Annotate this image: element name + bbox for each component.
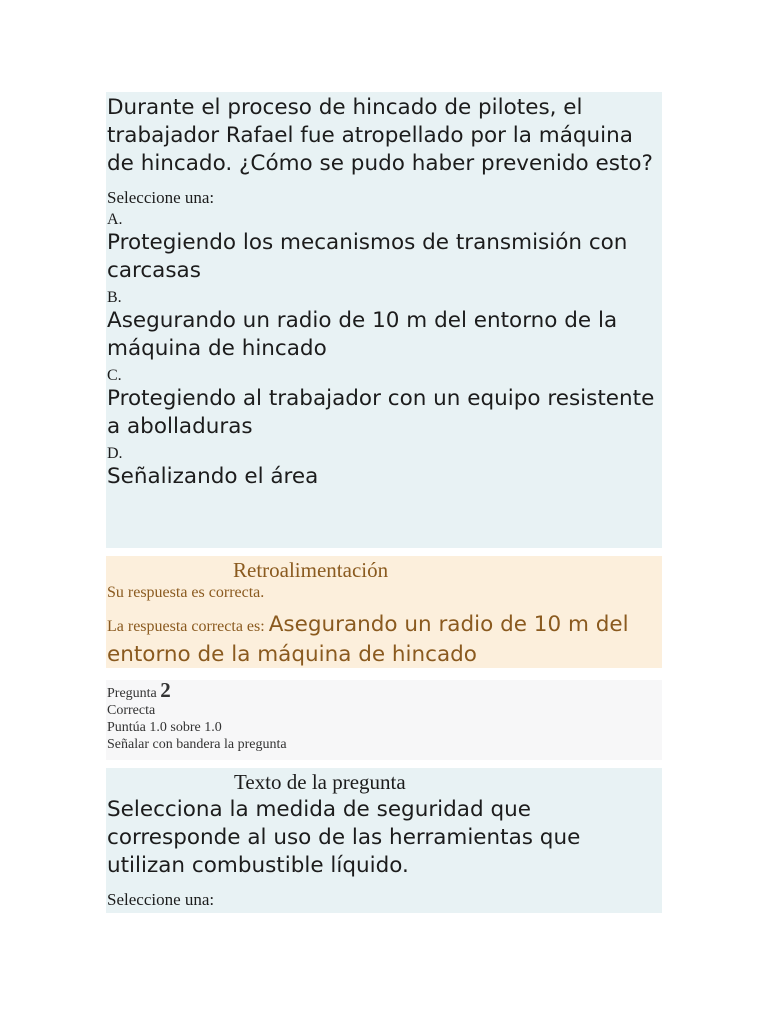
correct-answer-text: Asegurando un radio de 10 m del entorno de la máquina de hincado [107, 612, 629, 667]
feedback-panel [106, 556, 662, 668]
question-status: Correcta [107, 703, 156, 718]
option-text[interactable]: Protegiendo los mecanismos de transmisión con carcasas [107, 230, 628, 283]
question-score: Puntúa 1.0 sobre 1.0 [107, 720, 222, 735]
option-b[interactable] [107, 289, 662, 363]
correct-answer-line [106, 611, 662, 671]
select-one-label: Seleccione una: [107, 890, 215, 909]
question-number-line [107, 678, 662, 702]
question-2-panel [106, 768, 662, 913]
select-one-label: Seleccione una: [107, 188, 215, 207]
option-text[interactable]: Señalizando el área [107, 464, 319, 489]
question-label: Pregunta [107, 686, 157, 701]
option-text[interactable]: Protegiendo al trabajador con un equipo resistente a abolladuras [107, 386, 655, 439]
option-text[interactable]: Asegurando un radio de 10 m del entorno de la máquina de hincado [107, 308, 618, 361]
option-a[interactable] [107, 211, 662, 285]
feedback-title: Retroalimentación [233, 558, 389, 582]
flag-question-link[interactable]: Señalar con bandera la pregunta [107, 737, 287, 752]
correct-answer-prefix: La respuesta correcta es: [107, 618, 269, 635]
question-2-info [106, 680, 662, 760]
option-letter: D. [107, 445, 123, 462]
question-1-panel [106, 92, 662, 548]
option-d[interactable] [107, 445, 662, 491]
question-text-heading: Texto de la pregunta [234, 770, 406, 794]
option-letter: C. [107, 367, 122, 384]
question-2-text: Selecciona la medida de seguridad que corresponde al uso de las herramientas que utilizan combustible líquido. [107, 797, 581, 878]
question-1-text: Durante el proceso de hincado de pilotes, el trabajador Rafael fue atropellado por la máquina de hincado. ¿Cómo se pudo haber prevenido esto? [107, 95, 653, 176]
option-letter: B. [107, 289, 122, 306]
question-number: 2 [160, 678, 171, 702]
option-c[interactable] [107, 367, 662, 441]
option-letter: A. [107, 211, 123, 228]
feedback-result: Su respuesta es correcta. [107, 584, 265, 601]
